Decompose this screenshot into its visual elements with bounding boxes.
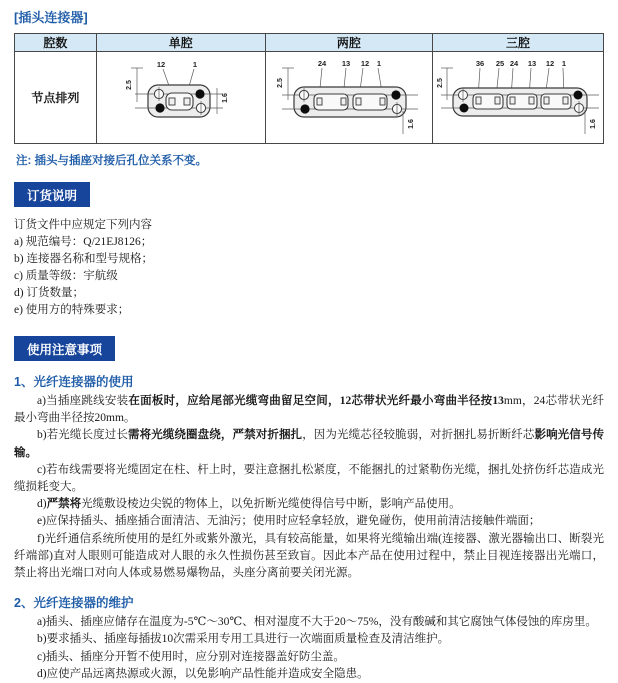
contact-number-13: 13 <box>342 58 351 68</box>
contact-number-1: 1 <box>192 59 197 69</box>
ordering-item: a) 规范编号：Q/21EJ8126； <box>14 236 153 248</box>
double-cavity-diagram <box>266 54 431 142</box>
table-row <box>15 52 604 144</box>
maintenance-paragraph-c: c)插头、插座分开暂不使用时，应分别对连接器盖好防尘盖。 <box>37 650 345 663</box>
contact-number-36: 36 <box>475 58 485 68</box>
ordering-item: d) 订货数量； <box>14 287 84 299</box>
header-triple-cavity: 三腔 <box>432 34 603 52</box>
page-title: [插头连接器] <box>14 10 88 25</box>
dim-left-label: 2.5 <box>125 79 133 90</box>
header-single-cavity: 单腔 <box>96 34 265 52</box>
contact-number-12: 12 <box>361 58 370 68</box>
single-cavity-diagram <box>101 54 261 142</box>
dim-left-label: 2.5 <box>436 77 444 88</box>
guide-pin-filled <box>459 103 468 112</box>
dim-right-label: 1.6 <box>589 118 597 129</box>
guide-pin-filled <box>155 103 164 112</box>
guide-pin-filled <box>573 90 582 99</box>
usage-paragraph-a: a)当插座跳线安装在面板时，应给尾部光缆弯曲留足空间，12芯带状光纤最小弯曲半径按13mm，24芯带状光纤最小弯曲半径按20mm。 <box>14 395 605 425</box>
dim-right-label: 1.6 <box>221 92 229 103</box>
maintenance-paragraph-a: a)插头、插座应储存在温度为-5℃～30℃、相对湿度不大于20～75%，没有酸碱和其它腐蚀气体侵蚀的库房里。 <box>37 616 597 629</box>
usage-paragraph-d: d)严禁将光缆敷设棱边尖锐的物体上，以免折断光缆使得信号中断，影响产品使用。 <box>37 498 461 511</box>
contact-number-12: 12 <box>156 59 165 69</box>
row-label-node-arrangement: 节点排列 <box>15 52 97 144</box>
connector-table <box>14 33 604 144</box>
section-banner-usage-notes: 使用注意事项 <box>14 336 115 361</box>
header-cavity-count: 腔数 <box>15 34 97 52</box>
ordering-item: b) 连接器名称和型号规格； <box>14 253 153 265</box>
contact-number-12: 12 <box>545 58 555 68</box>
maintenance-paragraph-d: d)应使产品远离热源或火源，以免影响产品性能并造成安全隐患。 <box>37 667 369 680</box>
contact-number-1: 1 <box>561 58 567 68</box>
ordering-intro: 订货文件中应规定下列内容 <box>14 219 152 231</box>
usage-paragraph-b: b)若光缆长度过长需将光缆绕圈盘绕，严禁对折捆扎，因为光缆芯径较脆弱，对折捆扎易折断纤芯影响光信号传输。 <box>14 429 605 459</box>
usage-paragraph-c: c)若布线需要将光缆固定在柱、杆上时，要注意捆扎松紧度，不能捆扎的过紧勒伤光缆，捆扎处挤伤纤芯造成光缆损耗变大。 <box>14 463 604 494</box>
guide-pin-filled <box>195 89 204 98</box>
contact-number-24: 24 <box>509 58 519 68</box>
triple-cavity-diagram <box>433 54 603 142</box>
contact-number-1: 1 <box>377 58 382 68</box>
usage-paragraph-e: e)应保持插头、插座插合面清洁、无油污；使用时应轻拿轻放，避免碰伤，使用前清洁接触件端面； <box>37 515 541 528</box>
dim-left-label: 2.5 <box>277 77 285 88</box>
table-note: 注: 插头与插座对接后孔位关系不变。 <box>16 155 208 167</box>
contact-number-24: 24 <box>318 58 327 68</box>
usage-paragraph-f: f)光纤通信系统所使用的是红外或紫外激光，具有较高能量，如果将光缆输出端(连接器、激光器输出口、断裂光纤端部)直对人眼则可能造成对人眼的永久性损伤甚至致盲。因此本产品在使用过程中，禁止目视连接器出光端口，禁止将出光端口对向人体或易燃易爆物品，头座分离前要关闭光源。 <box>14 532 604 580</box>
table-header-row <box>15 34 604 52</box>
ordering-content <box>14 217 604 319</box>
subsection-usage-heading: 1、光纤连接器的使用 <box>14 375 134 389</box>
ordering-item: c) 质量等级：宇航级 <box>14 270 118 282</box>
contact-number-13: 13 <box>527 58 537 68</box>
contact-number-25: 25 <box>495 58 505 68</box>
dim-right-label: 1.6 <box>408 118 416 129</box>
header-double-cavity: 两腔 <box>265 34 432 52</box>
cell-single-cavity <box>96 52 265 144</box>
guide-pin-filled <box>301 104 310 113</box>
section-banner-ordering: 订货说明 <box>14 182 90 207</box>
maintenance-paragraph-b: b)要求插头、插座每插拔10次需采用专用工具进行一次端面质量检查及清洁维护。 <box>37 633 450 646</box>
guide-pin-filled <box>392 90 401 99</box>
subsection-maintenance-heading: 2、光纤连接器的维护 <box>14 596 134 611</box>
cell-double-cavity <box>265 52 432 144</box>
ordering-item: e) 使用方的特殊要求； <box>14 304 130 316</box>
cell-triple-cavity <box>432 52 603 144</box>
